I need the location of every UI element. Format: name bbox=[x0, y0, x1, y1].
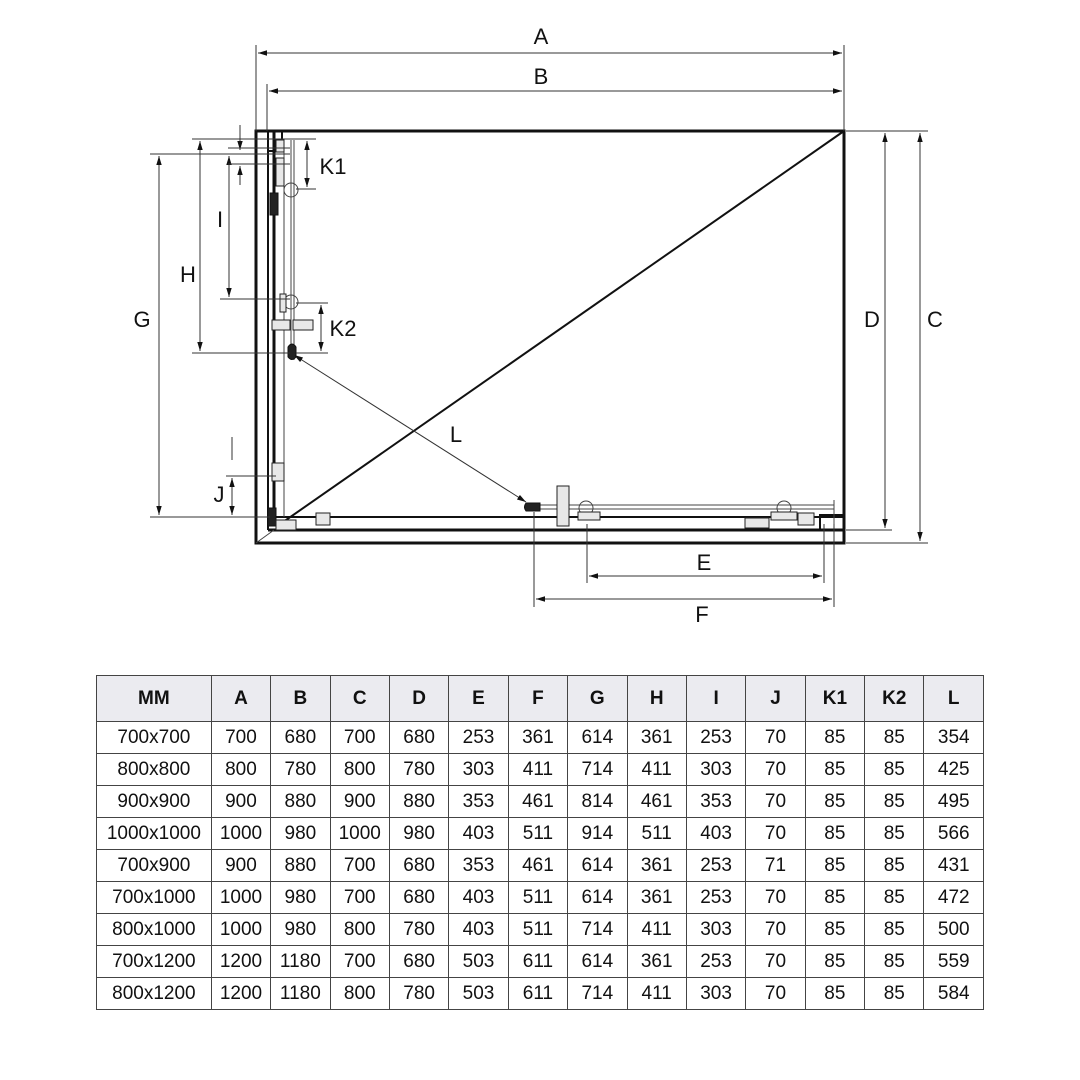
label-l: L bbox=[449, 422, 463, 447]
value-cell-a: 1200 bbox=[211, 978, 270, 1010]
value-cell-j: 70 bbox=[746, 722, 805, 754]
value-cell-g: 914 bbox=[568, 818, 627, 850]
value-cell-c: 700 bbox=[330, 946, 389, 978]
value-cell-k2: 85 bbox=[865, 946, 924, 978]
value-cell-e: 403 bbox=[449, 882, 508, 914]
value-cell-j: 70 bbox=[746, 818, 805, 850]
value-cell-j: 70 bbox=[746, 914, 805, 946]
table-row bbox=[97, 850, 984, 882]
value-cell-l: 425 bbox=[924, 754, 984, 786]
value-cell-g: 614 bbox=[568, 722, 627, 754]
value-cell-d: 780 bbox=[389, 754, 448, 786]
value-cell-l: 584 bbox=[924, 978, 984, 1010]
value-cell-a: 1200 bbox=[211, 946, 270, 978]
value-cell-g: 714 bbox=[568, 978, 627, 1010]
value-cell-k2: 85 bbox=[865, 786, 924, 818]
value-cell-c: 800 bbox=[330, 914, 389, 946]
column-header-c: C bbox=[330, 676, 389, 722]
value-cell-e: 253 bbox=[449, 722, 508, 754]
value-cell-k1: 85 bbox=[805, 754, 864, 786]
value-cell-h: 361 bbox=[627, 722, 686, 754]
column-header-b: B bbox=[271, 676, 330, 722]
dimensions-table bbox=[96, 675, 984, 1010]
value-cell-f: 511 bbox=[508, 882, 567, 914]
value-cell-e: 353 bbox=[449, 786, 508, 818]
label-a: A bbox=[533, 24, 549, 49]
column-header-mm: MM bbox=[97, 676, 212, 722]
value-cell-b: 880 bbox=[271, 786, 330, 818]
column-header-k2: K2 bbox=[865, 676, 924, 722]
value-cell-d: 880 bbox=[389, 786, 448, 818]
value-cell-f: 611 bbox=[508, 978, 567, 1010]
value-cell-j: 70 bbox=[746, 786, 805, 818]
column-header-d: D bbox=[389, 676, 448, 722]
dimension-g bbox=[133, 154, 284, 517]
value-cell-d: 680 bbox=[389, 946, 448, 978]
size-cell: 900x900 bbox=[97, 786, 212, 818]
column-header-g: G bbox=[568, 676, 627, 722]
value-cell-i: 303 bbox=[686, 914, 745, 946]
value-cell-h: 361 bbox=[627, 882, 686, 914]
value-cell-f: 511 bbox=[508, 914, 567, 946]
value-cell-b: 780 bbox=[271, 754, 330, 786]
value-cell-e: 503 bbox=[449, 978, 508, 1010]
column-header-i: I bbox=[686, 676, 745, 722]
size-cell: 800x1000 bbox=[97, 914, 212, 946]
value-cell-i: 253 bbox=[686, 722, 745, 754]
value-cell-b: 880 bbox=[271, 850, 330, 882]
label-b: B bbox=[533, 64, 549, 89]
value-cell-k1: 85 bbox=[805, 914, 864, 946]
value-cell-h: 411 bbox=[627, 978, 686, 1010]
label-k1: K1 bbox=[319, 154, 347, 179]
value-cell-g: 614 bbox=[568, 946, 627, 978]
value-cell-c: 700 bbox=[330, 850, 389, 882]
label-d: D bbox=[864, 307, 880, 332]
column-header-e: E bbox=[449, 676, 508, 722]
column-header-j: J bbox=[746, 676, 805, 722]
value-cell-c: 900 bbox=[330, 786, 389, 818]
value-cell-a: 1000 bbox=[211, 914, 270, 946]
value-cell-h: 511 bbox=[627, 818, 686, 850]
value-cell-j: 70 bbox=[746, 978, 805, 1010]
size-cell: 700x1000 bbox=[97, 882, 212, 914]
value-cell-k1: 85 bbox=[805, 882, 864, 914]
value-cell-h: 361 bbox=[627, 850, 686, 882]
value-cell-l: 500 bbox=[924, 914, 984, 946]
size-cell: 800x800 bbox=[97, 754, 212, 786]
value-cell-b: 980 bbox=[271, 818, 330, 850]
value-cell-k2: 85 bbox=[865, 914, 924, 946]
value-cell-i: 353 bbox=[686, 786, 745, 818]
value-cell-a: 1000 bbox=[211, 818, 270, 850]
value-cell-c: 800 bbox=[330, 754, 389, 786]
value-cell-i: 253 bbox=[686, 850, 745, 882]
column-header-l: L bbox=[924, 676, 984, 722]
value-cell-g: 614 bbox=[568, 882, 627, 914]
value-cell-b: 1180 bbox=[271, 946, 330, 978]
value-cell-g: 814 bbox=[568, 786, 627, 818]
size-cell: 700x1200 bbox=[97, 946, 212, 978]
value-cell-f: 411 bbox=[508, 754, 567, 786]
dimension-j bbox=[214, 437, 277, 515]
column-header-k1: K1 bbox=[805, 676, 864, 722]
label-i: I bbox=[216, 207, 224, 232]
value-cell-k1: 85 bbox=[805, 978, 864, 1010]
value-cell-f: 511 bbox=[508, 818, 567, 850]
value-cell-j: 70 bbox=[746, 754, 805, 786]
value-cell-l: 431 bbox=[924, 850, 984, 882]
value-cell-k1: 85 bbox=[805, 818, 864, 850]
value-cell-c: 700 bbox=[330, 722, 389, 754]
bottom-door-hardware bbox=[525, 486, 835, 530]
value-cell-a: 800 bbox=[211, 754, 270, 786]
dimension-b bbox=[267, 64, 842, 131]
value-cell-l: 566 bbox=[924, 818, 984, 850]
value-cell-l: 354 bbox=[924, 722, 984, 754]
value-cell-h: 361 bbox=[627, 946, 686, 978]
value-cell-l: 495 bbox=[924, 786, 984, 818]
value-cell-d: 680 bbox=[389, 850, 448, 882]
value-cell-h: 411 bbox=[627, 754, 686, 786]
value-cell-g: 614 bbox=[568, 850, 627, 882]
table-header-row bbox=[97, 676, 984, 722]
table-row bbox=[97, 978, 984, 1010]
column-header-a: A bbox=[211, 676, 270, 722]
label-h: H bbox=[180, 262, 196, 287]
value-cell-d: 980 bbox=[389, 818, 448, 850]
value-cell-j: 71 bbox=[746, 850, 805, 882]
value-cell-b: 1180 bbox=[271, 978, 330, 1010]
value-cell-h: 461 bbox=[627, 786, 686, 818]
value-cell-e: 403 bbox=[449, 914, 508, 946]
value-cell-d: 680 bbox=[389, 882, 448, 914]
table-row bbox=[97, 914, 984, 946]
value-cell-i: 403 bbox=[686, 818, 745, 850]
column-header-h: H bbox=[627, 676, 686, 722]
value-cell-k2: 85 bbox=[865, 882, 924, 914]
value-cell-l: 559 bbox=[924, 946, 984, 978]
value-cell-f: 611 bbox=[508, 946, 567, 978]
dimension-a bbox=[256, 24, 844, 131]
value-cell-l: 472 bbox=[924, 882, 984, 914]
value-cell-k1: 85 bbox=[805, 946, 864, 978]
dimension-c bbox=[846, 131, 943, 543]
value-cell-h: 411 bbox=[627, 914, 686, 946]
value-cell-a: 900 bbox=[211, 850, 270, 882]
value-cell-k1: 85 bbox=[805, 850, 864, 882]
value-cell-c: 1000 bbox=[330, 818, 389, 850]
value-cell-f: 461 bbox=[508, 850, 567, 882]
table-row bbox=[97, 754, 984, 786]
value-cell-e: 503 bbox=[449, 946, 508, 978]
table-row bbox=[97, 946, 984, 978]
value-cell-k1: 85 bbox=[805, 786, 864, 818]
value-cell-g: 714 bbox=[568, 914, 627, 946]
value-cell-f: 461 bbox=[508, 786, 567, 818]
value-cell-k2: 85 bbox=[865, 850, 924, 882]
value-cell-k1: 85 bbox=[805, 722, 864, 754]
value-cell-i: 303 bbox=[686, 978, 745, 1010]
value-cell-b: 980 bbox=[271, 882, 330, 914]
table-row bbox=[97, 818, 984, 850]
dimension-k1 bbox=[296, 139, 346, 189]
value-cell-d: 680 bbox=[389, 722, 448, 754]
size-cell: 700x900 bbox=[97, 850, 212, 882]
table-row bbox=[97, 722, 984, 754]
size-cell: 700x700 bbox=[97, 722, 212, 754]
table-row bbox=[97, 882, 984, 914]
value-cell-e: 403 bbox=[449, 818, 508, 850]
label-f: F bbox=[695, 602, 709, 627]
size-cell: 800x1200 bbox=[97, 978, 212, 1010]
value-cell-k2: 85 bbox=[865, 978, 924, 1010]
label-k2: K2 bbox=[329, 316, 357, 341]
value-cell-a: 700 bbox=[211, 722, 270, 754]
value-cell-e: 303 bbox=[449, 754, 508, 786]
size-cell: 1000x1000 bbox=[97, 818, 212, 850]
value-cell-c: 700 bbox=[330, 882, 389, 914]
value-cell-d: 780 bbox=[389, 914, 448, 946]
value-cell-i: 253 bbox=[686, 946, 745, 978]
label-j: J bbox=[213, 482, 225, 507]
value-cell-a: 900 bbox=[211, 786, 270, 818]
table-row bbox=[97, 786, 984, 818]
value-cell-i: 253 bbox=[686, 882, 745, 914]
value-cell-g: 714 bbox=[568, 754, 627, 786]
value-cell-b: 680 bbox=[271, 722, 330, 754]
value-cell-k2: 85 bbox=[865, 754, 924, 786]
value-cell-c: 800 bbox=[330, 978, 389, 1010]
value-cell-e: 353 bbox=[449, 850, 508, 882]
value-cell-k2: 85 bbox=[865, 722, 924, 754]
dimension-e bbox=[587, 524, 824, 583]
value-cell-j: 70 bbox=[746, 882, 805, 914]
value-cell-j: 70 bbox=[746, 946, 805, 978]
dimension-h bbox=[180, 139, 312, 353]
value-cell-k2: 85 bbox=[865, 818, 924, 850]
label-g: G bbox=[133, 307, 151, 332]
value-cell-i: 303 bbox=[686, 754, 745, 786]
label-c: C bbox=[927, 307, 943, 332]
value-cell-d: 780 bbox=[389, 978, 448, 1010]
value-cell-f: 361 bbox=[508, 722, 567, 754]
value-cell-b: 980 bbox=[271, 914, 330, 946]
label-e: E bbox=[696, 550, 712, 575]
value-cell-a: 1000 bbox=[211, 882, 270, 914]
dimension-d bbox=[846, 131, 900, 530]
column-header-f: F bbox=[508, 676, 567, 722]
